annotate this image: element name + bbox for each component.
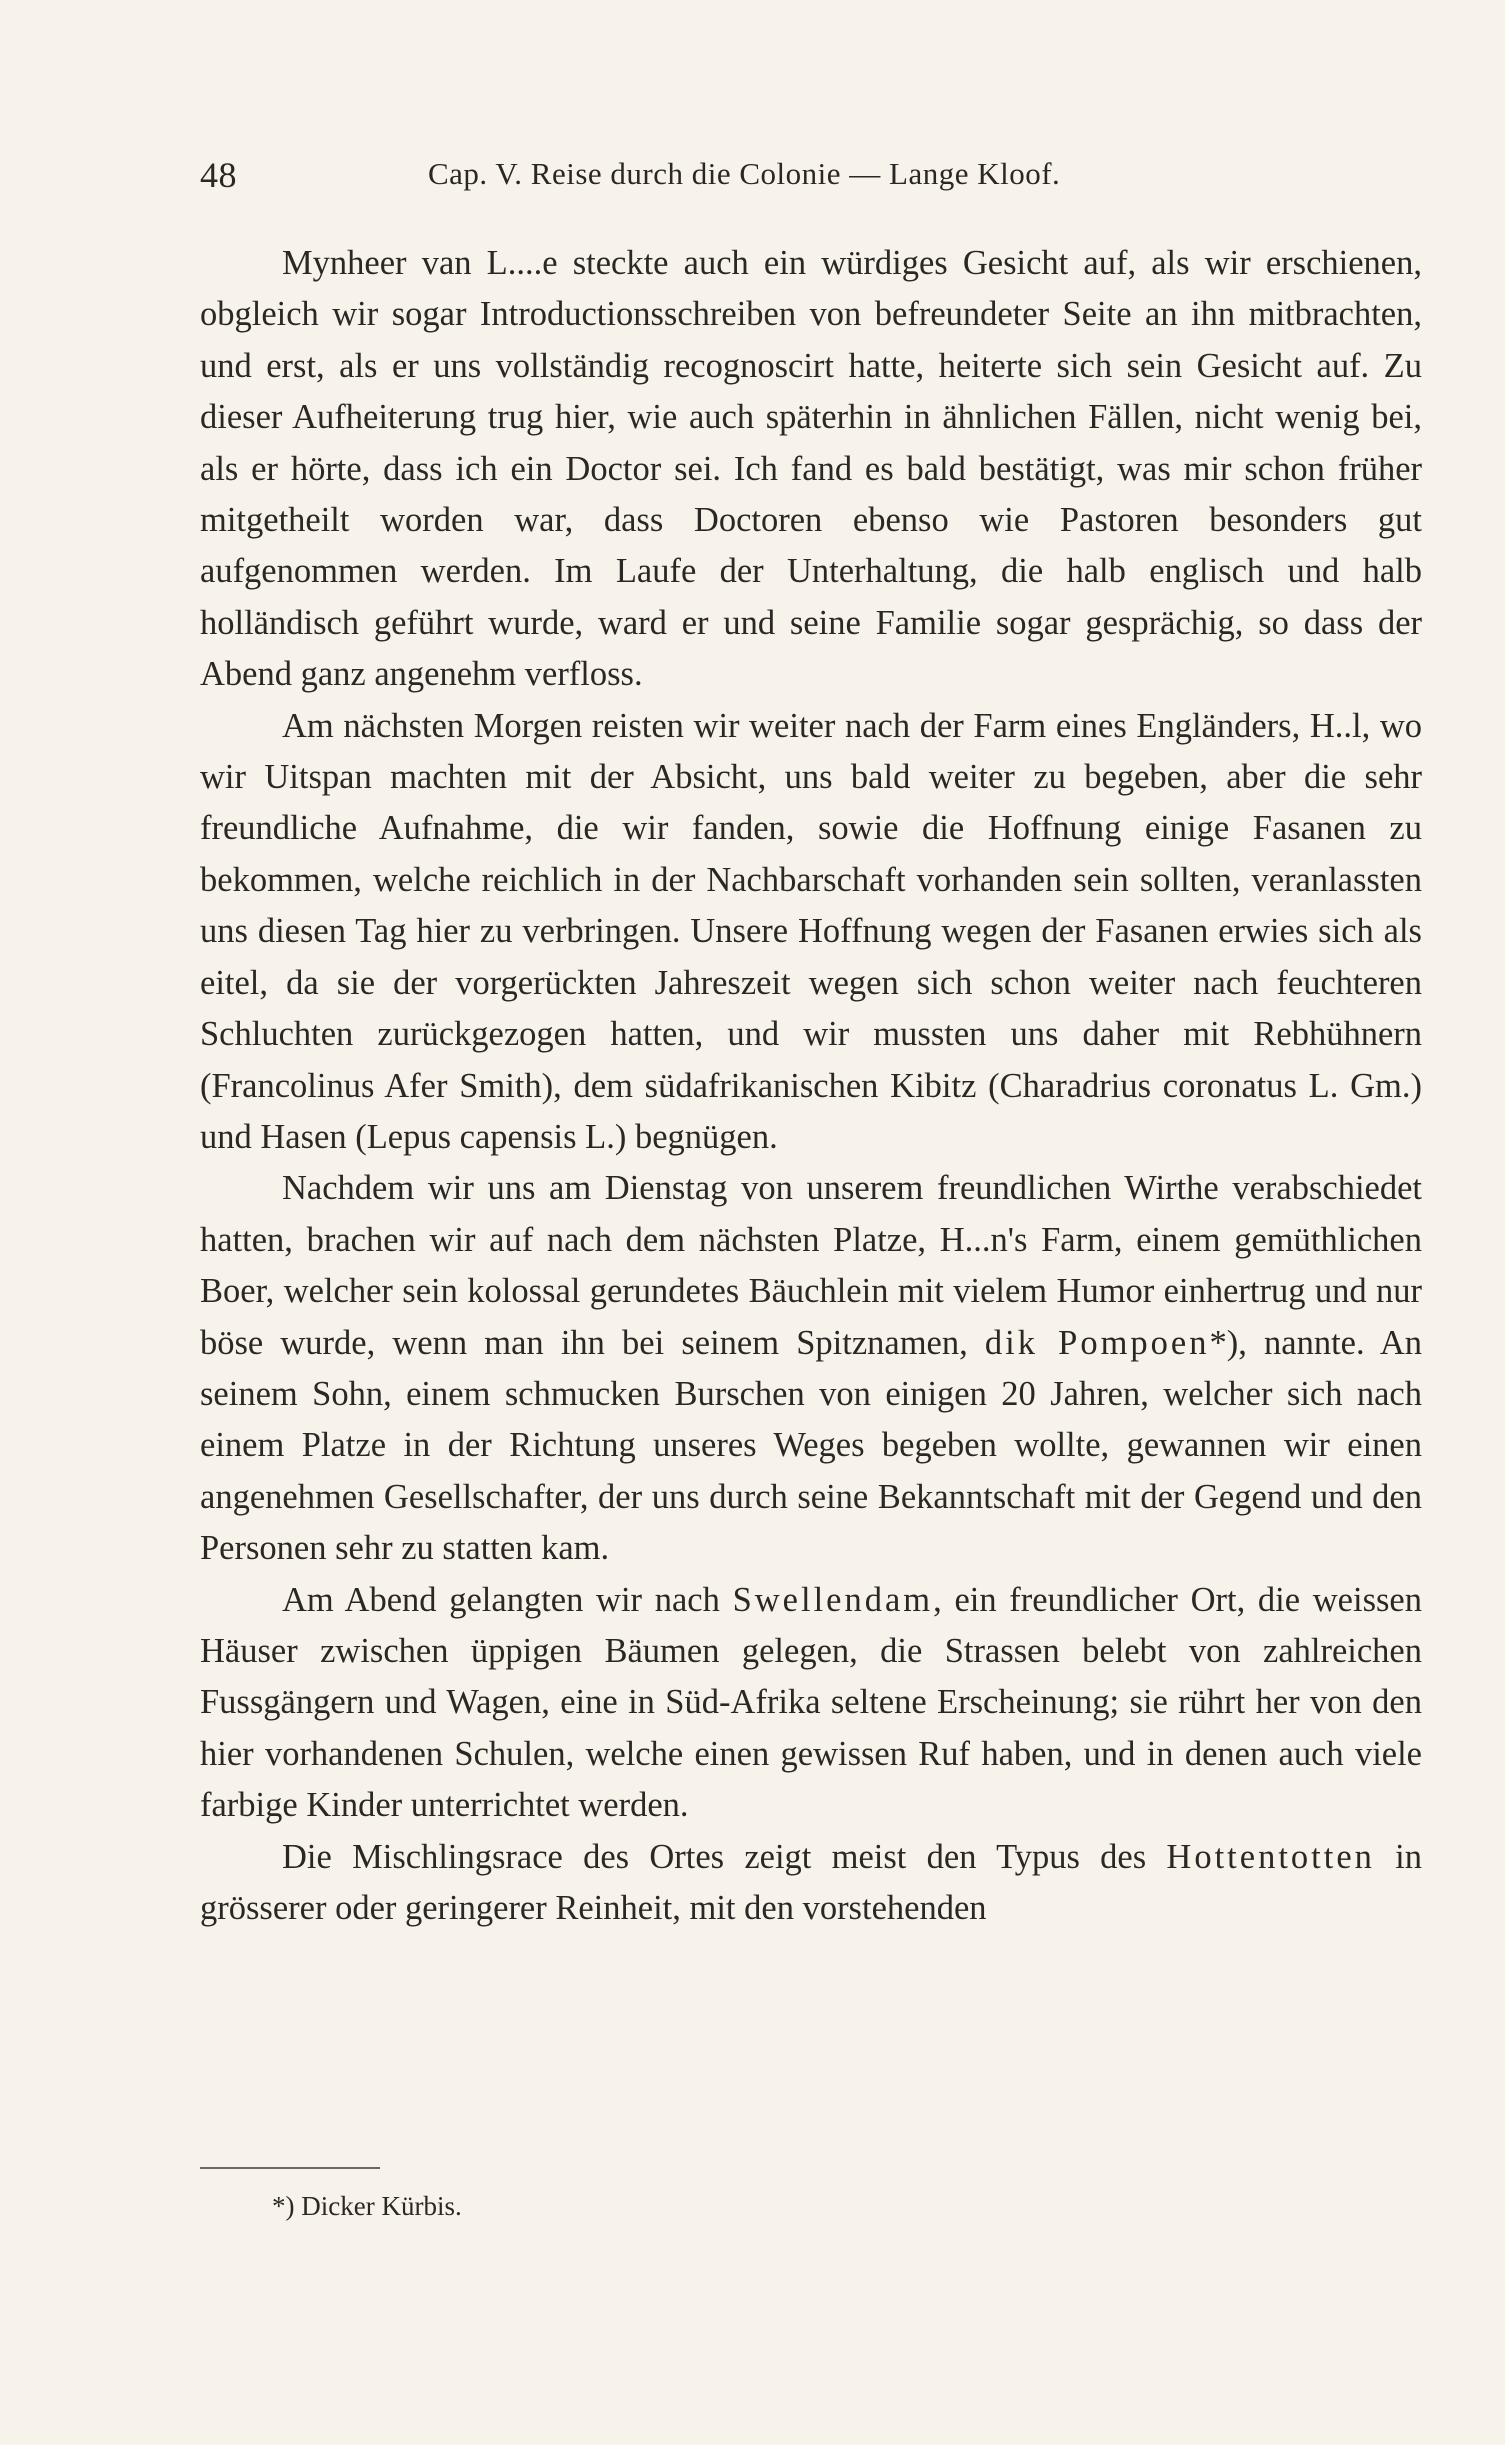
- text-run: Mynheer van L....e steckte auch ein würdiges Gesicht auf, als wir erschienen, obgleich wir sogar Introductionsschreiben von befreundeter Seite an ihn mitbrachten, und erst, als er uns vollständig recognoscirt hatte, heiterte sich sein Gesicht auf. Zu dieser Aufheiterung trug hier, wie auch späterhin in ähnlichen Fällen, nicht wenig bei, als er hörte, dass ich ein Doctor sei. Ich fand es bald bestätigt, was mir schon früher mitgetheilt worden war, dass Doctoren ebenso wie Pastoren besonders gut aufgenommen werden. Im Laufe der Unterhaltung, die halb englisch und halb holländisch geführt wurde, ward er und seine Familie sogar gesprächig, so dass der Abend ganz angenehm verfloss.: [200, 244, 1422, 694]
- emphasized-text: dik Pompoen: [984, 1323, 1210, 1362]
- paragraph: [200, 1832, 1422, 1935]
- text-run: Die Mischlingsrace des Ortes zeigt meist den Typus des: [282, 1837, 1167, 1876]
- text-run: , ein freundlicher Ort, die weissen Häuser zwischen üppigen Bäumen gelegen, die Strassen belebt von zahlreichen Fussgängern und Wagen, eine in Süd-Afrika seltene Erscheinung; sie rührt her von den hier vorhandenen Schulen, welche einen gewissen Ruf haben, und in denen auch viele farbige Kinder unterrichtet werden.: [200, 1580, 1422, 1825]
- paragraph: [200, 238, 1422, 701]
- text-run: in grösserer oder geringerer Reinheit, mit den vorstehenden: [200, 1837, 1422, 1927]
- footnote-rule: [200, 2167, 380, 2169]
- text-run: Am nächsten Morgen reisten wir weiter nach der Farm eines Engländers, H..l, wo wir Uitspan machten mit der Absicht, uns bald weiter zu begeben, aber die sehr freundliche Aufnahme, die wir fanden, sowie die Hoffnung einige Fasanen zu bekommen, welche reichlich in der Nachbarschaft vorhanden sein sollten, veranlassten uns diesen Tag hier zu verbringen. Unsere Hoffnung wegen der Fasanen erwies sich als eitel, da sie der vorgerückten Jahreszeit wegen sich schon weiter nach feuchteren Schluchten zurückgezogen hatten, und wir mussten uns daher mit Rebhühnern (Francolinus Afer Smith), dem südafrikanischen Kibitz (Charadrius coronatus L. Gm.) und Hasen (Lepus capensis L.) begnügen.: [200, 706, 1422, 1156]
- page-number: 48: [200, 155, 237, 195]
- text-run: Am Abend gelangten wir nach: [282, 1580, 733, 1619]
- paragraph: [200, 1575, 1422, 1832]
- footnote: *) Dicker Kürbis.: [272, 2191, 462, 2221]
- paragraph: [200, 701, 1422, 1164]
- running-head: Cap. V. Reise durch die Colonie — Lange Kloof.: [428, 156, 1061, 191]
- text-run: Nachdem wir uns am Dienstag von unserem freundlichen Wirthe verabschiedet hatten, brachen wir auf nach dem nächsten Platze, H...n's Farm, einem gemüthlichen Boer, welcher sein kolossal gerundetes Bäuchlein mit vielem Humor einhertrug und nur böse wurde, wenn man ihn bei seinem Spitznamen,: [200, 1169, 1422, 1362]
- emphasized-text: Hottentotten: [1166, 1837, 1375, 1876]
- page-header: [200, 150, 1422, 200]
- paragraph: [200, 1163, 1422, 1574]
- text-run: *), nannte. An seinem Sohn, einem schmucken Burschen von einigen 20 Jahren, welcher sich nach einem Platze in der Richtung unseres Weges begeben wollte, gewannen wir einen angenehmen Gesellschafter, der uns durch seine Bekanntschaft mit der Gegend und den Personen sehr zu statten kam.: [200, 1323, 1423, 1568]
- book-page: [200, 150, 1422, 2410]
- emphasized-text: Swellendam: [732, 1580, 934, 1619]
- body-text: [200, 238, 1422, 1934]
